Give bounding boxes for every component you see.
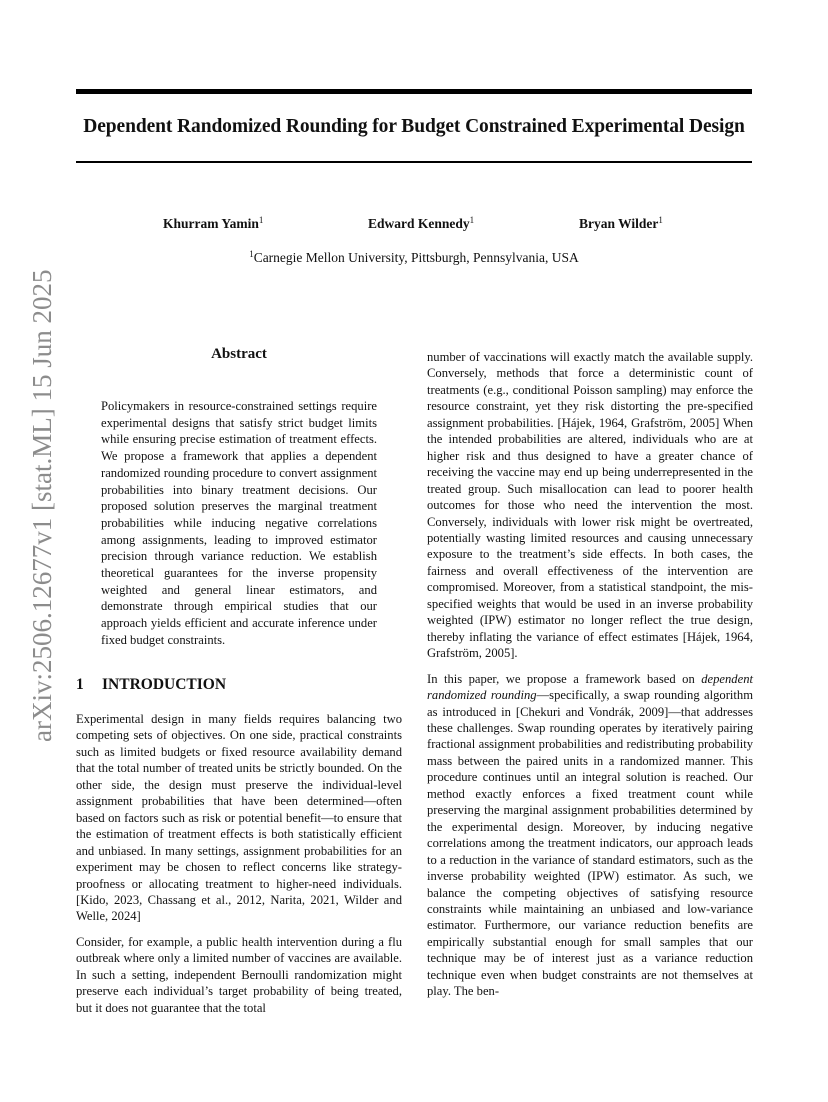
- author-affil-mark: 1: [469, 215, 475, 225]
- abstract-heading: Abstract: [211, 346, 267, 362]
- affiliation-mark: 1: [249, 249, 254, 259]
- paper-title: Dependent Randomized Rounding for Budget Constrained Experimental Design: [83, 116, 745, 137]
- author-name: Khurram Yamin: [163, 216, 259, 231]
- affiliation-text: Carnegie Mellon University, Pittsburgh, Pennsylvania, USA: [253, 250, 579, 265]
- section-number: 1: [76, 676, 84, 693]
- author-2: [368, 216, 474, 232]
- author-name: Edward Kennedy: [368, 216, 470, 231]
- text-run: In this paper, we propose a framework based on: [427, 671, 702, 686]
- text-run: —specifically, a swap rounding algorithm as introduced in [Chekuri and Vondrák, 2009]—that addresses these challenges. Swap rounding operates by iteratively pairing fractional assignment probabilities and redistributing probability mass between the paired units in a randomized manner. This procedure continues until an integral solution is reached. Our method exactly enforces a fixed treatment count while preserving the marginal assignment probabilities determined by the experimental design. Moreover, by inducing negative correlations among the treatment indicators, our approach leads to a reduction in the variance of standard estimators, such as the inverse probability weighted (IPW) estimator. As such, we balance the competing objectives of satisfying resource constraints while maintaining an unbiased and low-variance estimator. Furthermore, our variance reduction benefits are empirically substantial enough for small samples that our technique may be of interest just as a variance reduction technique even when budget constraints are not themselves at play. The ben-: [427, 688, 753, 999]
- title-bottom-rule: [76, 161, 752, 163]
- affiliation: [76, 250, 752, 266]
- emphasized-term: dependent randomized rounding: [427, 671, 753, 703]
- author-name: Bryan Wilder: [579, 216, 659, 231]
- author-affil-mark: 1: [258, 215, 264, 225]
- section-title: INTRODUCTION: [102, 676, 227, 693]
- author-affil-mark: 1: [658, 215, 663, 225]
- left-column: [76, 711, 402, 1016]
- body-paragraph: number of vaccinations will exactly match the available supply. Conversely, methods that force a deterministic count of treatments (e.g., conditional Poisson sampling) may enforce the resource constraint, yet they risk distorting the pre-specified assignment probabilities. [Hájek, 1964, Grafström, 2005] When the intended probabilities are altered, individuals who are at higher risk and thus designed to have a greater chance of receiving the vaccine may end up being underrepresented in the treated group. Such misallocation can lead to poorer health outcomes for those who need the intervention the most. Conversely, individuals with lower risk might be overtreated, potentially wasting limited resources and causing unnecessary exposure to the treatment’s side effects. In both cases, the fairness and overall effectiveness of the intervention are compromised. Moreover, from a statistical standpoint, the mis-specified weights that would be used in an inverse probability weighted (IPW) estimator no longer reflect the true design, thereby inflating the variance of effect estimates [Hájek, 1964, Grafström, 2005].: [427, 350, 753, 661]
- arxiv-stamp: arXiv:2506.12677v1 [stat.ML] 15 Jun 2025: [27, 269, 57, 742]
- section-heading: [76, 676, 226, 694]
- author-3: [579, 216, 663, 232]
- abstract-text: Policymakers in resource-constrained settings require experimental designs that satisfy strict budget limits while ensuring precise estimation of treatment effects. We propose a framework that applies a dependent randomized rounding procedure to convert assignment probabilities into binary treatment decisions. Our proposed solution preserves the marginal treatment probabilities while inducing negative correlations among assignments, leading to improved estimator precision through variance reduction. We establish theoretical guarantees for the inverse propensity weighted and general linear estimators, and demonstrate through empirical studies that our approach yields efficient and accurate inference under fixed budget constraints.: [101, 399, 377, 647]
- author-1: [163, 216, 263, 232]
- right-column: [427, 349, 753, 1000]
- body-paragraph: Experimental design in many fields requires balancing two competing sets of objectives. On one side, practical constraints such as limited budgets or fixed resource availability demand that the total number of treated units be strictly bounded. On the other side, the design must preserve the individual-level assignment probabilities that have been determined—often based on factors such as risk or potential benefit—to ensure that the estimation of treatment effects is both statistically efficient and unbiased. In many settings, assignment probabilities for an experiment may be chosen to reflect concerns like strategy-proofness or allocating treatment to higher-need individuals. [Kido, 2023, Chassang et al., 2012, Narita, 2021, Wilder and Welle, 2024]: [76, 712, 402, 924]
- body-paragraph: Consider, for example, a public health intervention during a flu outbreak where only a limited number of vaccines are available. In such a setting, independent Bernoulli randomization might preserve each individual’s target probability of being treated, but it does not guarantee that the total: [76, 934, 402, 1015]
- body-paragraph: [427, 671, 753, 1000]
- top-rule: [76, 89, 752, 94]
